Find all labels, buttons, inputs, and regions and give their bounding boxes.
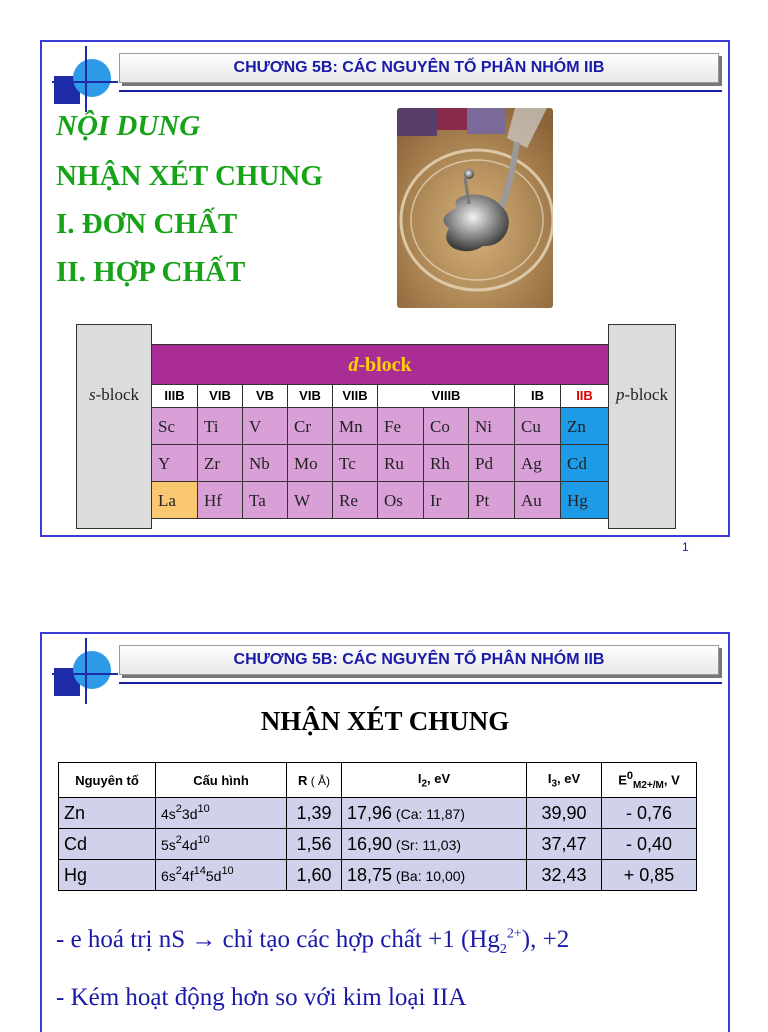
element-cell-pd: Pd [469, 445, 515, 482]
mercury-petri-dish-photo [397, 108, 553, 308]
s-block-letter: s [88, 385, 96, 404]
header-i3: $I_3$, eV [527, 763, 602, 798]
element-cell-re: Re [333, 482, 378, 519]
element-cell-ag: Ag [515, 445, 561, 482]
title-rule [119, 682, 722, 684]
element-cell-mo: Mo [288, 445, 333, 482]
slide-2 [40, 632, 730, 1032]
element-cell-y: Y [152, 445, 198, 482]
element-cell-rh: Rh [424, 445, 469, 482]
element-cell-la: La [152, 482, 198, 519]
cell-i3: 37,47 [527, 829, 602, 860]
table-row [59, 798, 697, 829]
element-cell-co: Co [424, 408, 469, 445]
contents-item-elements: I. ĐƠN CHẤT [56, 208, 238, 240]
element-cell-sc: Sc [152, 408, 198, 445]
cell-e0: - 0,40 [602, 829, 697, 860]
cell-config: $5s^24d^{10}$ [156, 829, 287, 860]
header-config: Cấu hình [156, 763, 287, 798]
element-cell-cr: Cr [288, 408, 333, 445]
p-block-label: -block [624, 385, 668, 404]
contents-heading: NỘI DUNG [56, 110, 201, 142]
contents-item-overview: NHẬN XÉT CHUNG [56, 160, 323, 192]
periodic-table-d-block [76, 324, 716, 529]
element-cell-zn: Zn [561, 408, 608, 445]
s-block [76, 324, 152, 529]
contents-item-compounds: II. HỢP CHẤT [56, 256, 246, 288]
element-cell-fe: Fe [378, 408, 424, 445]
group-label-ib: IB [515, 385, 561, 407]
cell-config: $4s^23d^{10}$ [156, 798, 287, 829]
d-block-band [152, 344, 608, 384]
element-cell-zr: Zr [198, 445, 243, 482]
element-cell-w: W [288, 482, 333, 519]
element-cell-v: V [243, 408, 288, 445]
bullet-valence: - e hoá trị nS → chỉ tạo các hợp chất +1 $(Hg_2^{2+})$, +2 [56, 926, 570, 957]
group-header-row [152, 384, 608, 408]
cell-radius: 1,39 [287, 798, 342, 829]
element-cell-tc: Tc [333, 445, 378, 482]
table-row [59, 860, 697, 891]
header-radius: R ( Å) [287, 763, 342, 798]
chapter-title: CHƯƠNG 5B: CÁC NGUYÊN TỐ PHÂN NHÓM IIB [119, 53, 719, 83]
element-cell-ni: Ni [469, 408, 515, 445]
chapter-logo-icon [50, 636, 120, 706]
element-cell-cu: Cu [515, 408, 561, 445]
cell-i2: 17,96 (Ca: 11,87) [342, 798, 527, 829]
element-cell-hg: Hg [561, 482, 608, 519]
cell-i2: 18,75 (Ba: 10,00) [342, 860, 527, 891]
cell-element: Cd [59, 829, 156, 860]
s-block-label: -block [95, 385, 140, 404]
element-cell-cd: Cd [561, 445, 608, 482]
cell-radius: 1,60 [287, 860, 342, 891]
group-label-viib: VIIB [333, 385, 378, 407]
d-block-label: -block [358, 354, 412, 376]
cell-config: $6s^24f^{14}5d^{10}$ [156, 860, 287, 891]
section-heading: NHẬN XÉT CHUNG [260, 706, 510, 736]
p-block-letter: p [616, 385, 625, 404]
group-label-vib: VIB [288, 385, 333, 407]
group-label-vb: VB [243, 385, 288, 407]
element-cell-nb: Nb [243, 445, 288, 482]
element-cell-ru: Ru [378, 445, 424, 482]
chapter-title: CHƯƠNG 5B: CÁC NGUYÊN TỐ PHÂN NHÓM IIB [119, 645, 719, 675]
cell-element: Hg [59, 860, 156, 891]
header-element: Nguyên tố [59, 763, 156, 798]
chapter-logo-icon [50, 44, 120, 114]
d-block-letter: d [348, 354, 359, 376]
cell-e0: + 0,85 [602, 860, 697, 891]
cell-i3: 32,43 [527, 860, 602, 891]
table-row [59, 829, 697, 860]
group-iib-properties-table [58, 762, 697, 891]
group-label-iiib: IIIB [152, 385, 198, 407]
element-cell-mn: Mn [333, 408, 378, 445]
page-number: 1 [682, 540, 689, 554]
element-cell-ti: Ti [198, 408, 243, 445]
table-header-row [59, 763, 697, 798]
header-e0: $E^0_{M2+/M}$, V [602, 763, 697, 798]
cell-radius: 1,56 [287, 829, 342, 860]
element-cell-pt: Pt [469, 482, 515, 519]
cell-i2: 16,90 (Sr: 11,03) [342, 829, 527, 860]
cell-i3: 39,90 [527, 798, 602, 829]
group-label-viiib: VIIIB [378, 385, 515, 407]
title-rule [119, 90, 722, 92]
cell-e0: - 0,76 [602, 798, 697, 829]
element-cell-au: Au [515, 482, 561, 519]
element-cell-ta: Ta [243, 482, 288, 519]
element-cell-ir: Ir [424, 482, 469, 519]
element-cell-hf: Hf [198, 482, 243, 519]
cell-element: Zn [59, 798, 156, 829]
group-label-ivb: VIB [198, 385, 243, 407]
group-label-iib: IIB [576, 388, 593, 403]
slide-1 [40, 40, 730, 537]
element-cell-os: Os [378, 482, 424, 519]
bullet-reactivity: - Kém hoạt động hơn so với kim loại IIA [56, 984, 467, 1011]
p-block [608, 324, 676, 529]
header-i2: $I_2$, eV [342, 763, 527, 798]
